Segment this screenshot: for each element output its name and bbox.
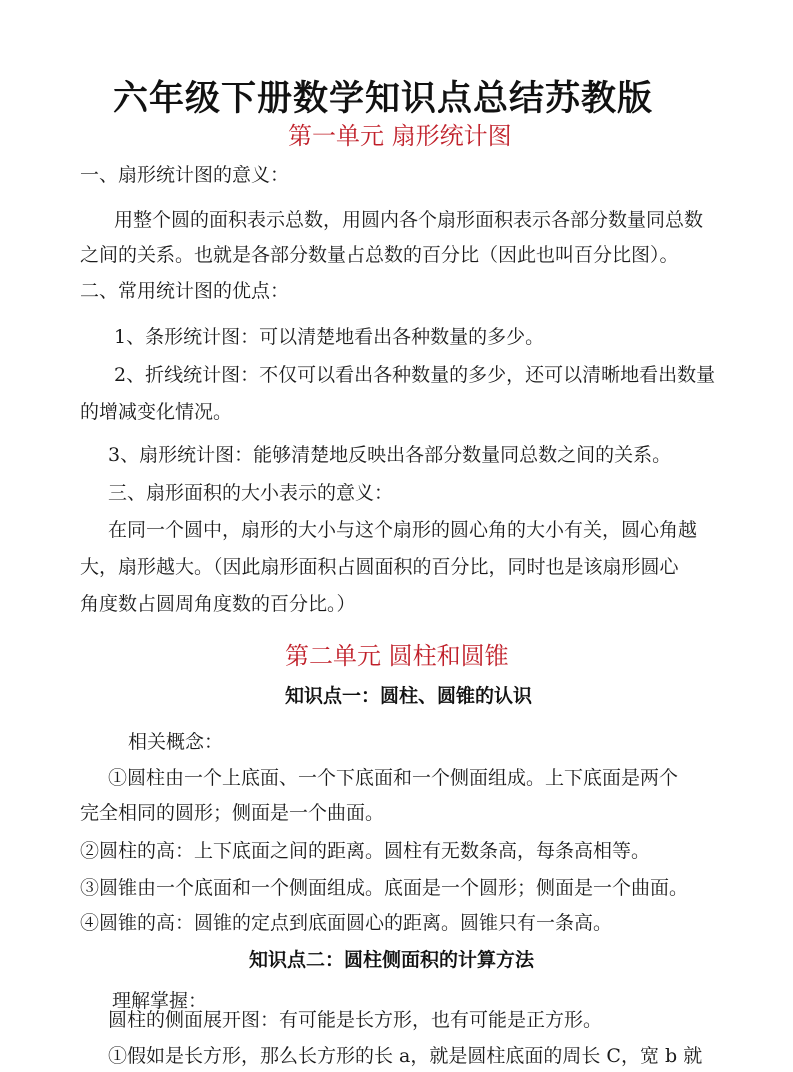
concepts-label: 相关概念： [128, 731, 224, 753]
unit1-item1: 1、条形统计图：可以清楚地看出各种数量的多少。 [114, 326, 545, 348]
knowledge-point2-title: 知识点二：圆柱侧面积的计算方法 [249, 949, 535, 971]
unit1-heading: 第一单元 扇形统计图 [288, 122, 512, 150]
knowledge-point1-title: 知识点一：圆柱、圆锥的认识 [285, 685, 533, 707]
concept4: ④圆锥的高：圆锥的定点到底面圆心的距离。圆锥只有一条高。 [80, 912, 613, 934]
unit1-section3-title: 三、扇形面积的大小表示的意义： [108, 482, 394, 504]
concept2: ②圆柱的高：上下底面之间的距离。圆柱有无数条高，每条高相等。 [80, 840, 651, 862]
unit1-section1-title: 一、扇形统计图的意义： [80, 164, 290, 186]
unit1-section3-text-line3: 角度数占圆周角度数的百分比。） [80, 593, 356, 615]
unit2-heading: 第二单元 圆柱和圆锥 [285, 642, 509, 670]
concept1-line1: ①圆柱由一个上底面、一个下底面和一个侧面组成。上下底面是两个 [108, 767, 679, 789]
document-title: 六年级下册数学知识点总结苏教版 [113, 79, 654, 119]
unit1-section1-text-line1: 用整个圆的面积表示总数，用圆内各个扇形面积表示各部分数量同总数 [114, 209, 704, 231]
unit1-section2-title: 二、常用统计图的优点： [80, 280, 290, 302]
unit1-item2-line1: 2、折线统计图：不仅可以看出各种数量的多少，还可以清晰地看出数量 [114, 364, 716, 386]
unit1-section3-text-line1: 在同一个圆中，扇形的大小与这个扇形的圆心角的大小有关，圆心角越 [108, 519, 698, 541]
understand-line2: ①假如是长方形，那么长方形的长 a，就是圆柱底面的周长 C，宽 b 就 [108, 1045, 703, 1067]
unit1-item2-line2: 的增减变化情况。 [80, 401, 233, 423]
unit1-item3: 3、扇形统计图：能够清楚地反映出各部分数量同总数之间的关系。 [108, 444, 672, 466]
understand-line1: 圆柱的侧面展开图：有可能是长方形，也有可能是正方形。 [108, 1009, 603, 1031]
concept3: ③圆锥由一个底面和一个侧面组成。底面是一个圆形；侧面是一个曲面。 [80, 877, 689, 899]
unit1-section1-text-line2: 之间的关系。也就是各部分数量占总数的百分比（因此也叫百分比图）。 [80, 244, 679, 266]
understand-label: 理解掌握： [112, 990, 208, 1012]
concept1-line2: 完全相同的圆形；侧面是一个曲面。 [80, 802, 385, 824]
unit1-section3-text-line2: 大，扇形越大。（因此扇形面积占圆面积的百分比，同时也是该扇形圆心 [80, 556, 679, 578]
